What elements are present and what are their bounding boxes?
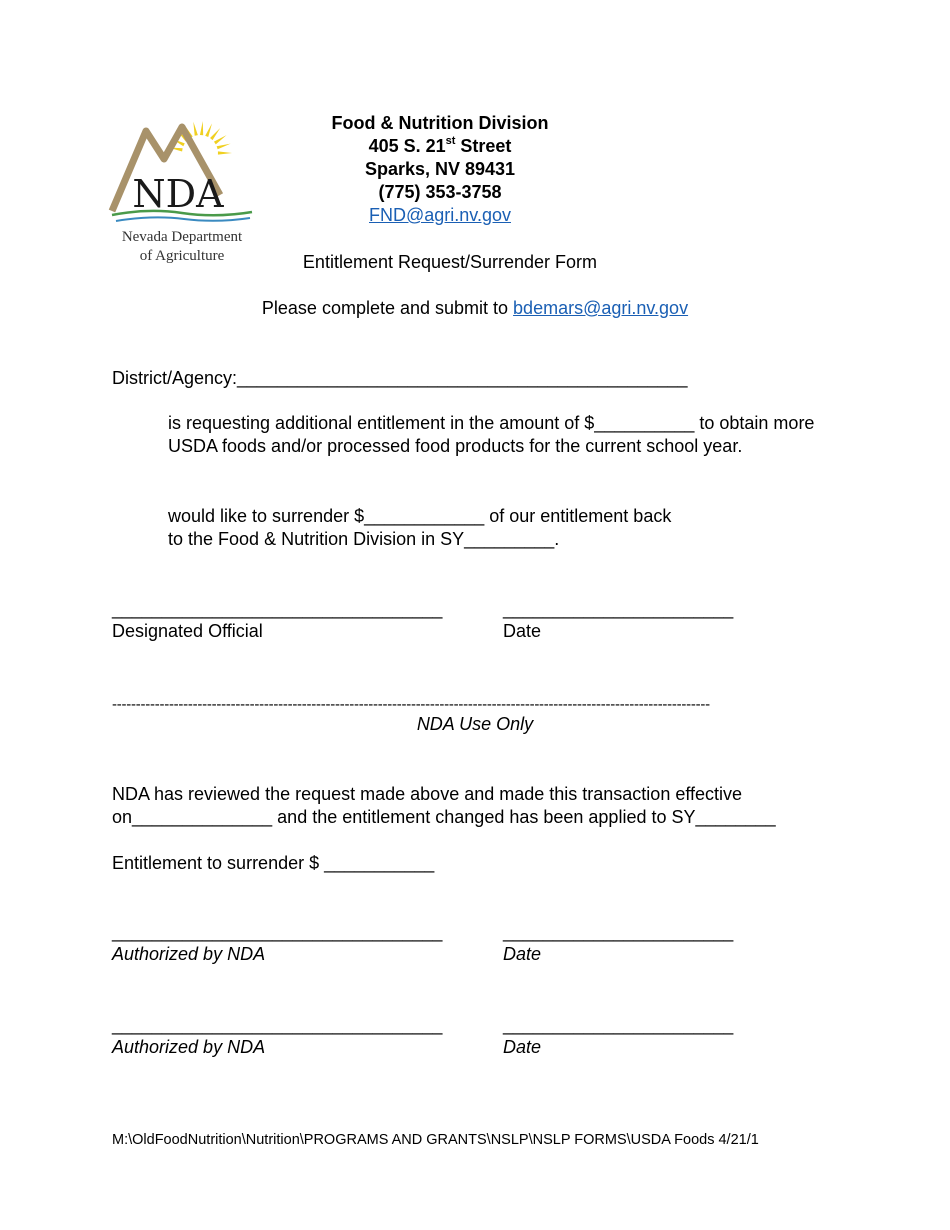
official-date-line[interactable]: _______________________ bbox=[503, 599, 734, 619]
sun-ray bbox=[218, 151, 232, 154]
request-line-2: USDA foods and/or processed food products for the current school year. bbox=[168, 436, 743, 456]
form-title: Entitlement Request/Surrender Form bbox=[302, 252, 598, 272]
review-line-1: NDA has reviewed the request made above and made this transaction effective bbox=[112, 784, 743, 804]
file-path-footer: M:\OldFoodNutrition\Nutrition\PROGRAMS AND GRANTS\NSLP\NSLP FORMS\USDA Foods 4/21/1 bbox=[112, 1132, 759, 1148]
sun-ray bbox=[210, 128, 220, 140]
authorized-label-1: Authorized by NDA bbox=[112, 944, 266, 964]
nda-logo-graphic bbox=[108, 115, 256, 233]
official-date-label: Date bbox=[503, 621, 542, 641]
sun-ray bbox=[193, 122, 198, 136]
city-state-zip: Sparks, NV 89431 bbox=[364, 159, 516, 179]
district-agency-field[interactable]: District/Agency:_____________________________________________ bbox=[112, 368, 688, 388]
submit-email-link[interactable]: bdemars@agri.nv.gov bbox=[513, 298, 689, 318]
phone-number: (775) 353-3758 bbox=[378, 182, 502, 202]
surrender-line-1[interactable]: would like to surrender $____________ of our entitlement back bbox=[168, 506, 672, 526]
authorized-signature-line-1[interactable]: _________________________________ bbox=[112, 922, 443, 942]
logo-line1: Nevada Department bbox=[121, 229, 243, 245]
official-signature-line[interactable]: _________________________________ bbox=[112, 599, 443, 619]
sun-ray bbox=[214, 135, 227, 144]
logo-initials: NDA bbox=[132, 172, 224, 216]
submit-prefix: Please complete and submit to bbox=[261, 298, 514, 318]
authorized-date-label-1: Date bbox=[503, 944, 542, 964]
sun-ray bbox=[217, 144, 231, 150]
street-suffix: Street bbox=[455, 136, 512, 156]
authorized-signature-line-2[interactable]: _________________________________ bbox=[112, 1015, 443, 1035]
division-email-link[interactable]: FND@agri.nv.gov bbox=[369, 205, 511, 225]
review-line-2[interactable]: on______________ and the entitlement changed has been applied to SY________ bbox=[112, 807, 776, 827]
authorized-date-line-2[interactable]: _______________________ bbox=[503, 1015, 734, 1035]
surrender-line-2[interactable]: to the Food & Nutrition Division in SY_________. bbox=[168, 529, 560, 549]
authorized-label-2: Authorized by NDA bbox=[112, 1037, 266, 1057]
street-address bbox=[300, 135, 580, 158]
designated-official-label: Designated Official bbox=[112, 621, 263, 641]
logo-line2: of Agriculture bbox=[139, 248, 225, 264]
authorized-date-line-1[interactable]: _______________________ bbox=[503, 922, 734, 942]
authorized-date-label-2: Date bbox=[503, 1037, 542, 1057]
street-sup: st bbox=[445, 135, 456, 147]
street-prefix: 405 S. 21 bbox=[368, 136, 446, 156]
division-name: Food & Nutrition Division bbox=[331, 113, 549, 133]
nda-use-only-title: NDA Use Only bbox=[416, 714, 534, 734]
sun-ray bbox=[200, 121, 203, 135]
section-divider: ------------------------------------------------------------------------------------------------------------------------------ bbox=[112, 696, 710, 713]
submit-instruction bbox=[200, 297, 750, 320]
request-line-1[interactable]: is requesting additional entitlement in the amount of $__________ to obtain more bbox=[168, 413, 815, 433]
nda-logo bbox=[108, 115, 256, 270]
entitlement-surrender-field[interactable]: Entitlement to surrender $ ___________ bbox=[112, 853, 435, 873]
sun-ray bbox=[205, 123, 212, 137]
